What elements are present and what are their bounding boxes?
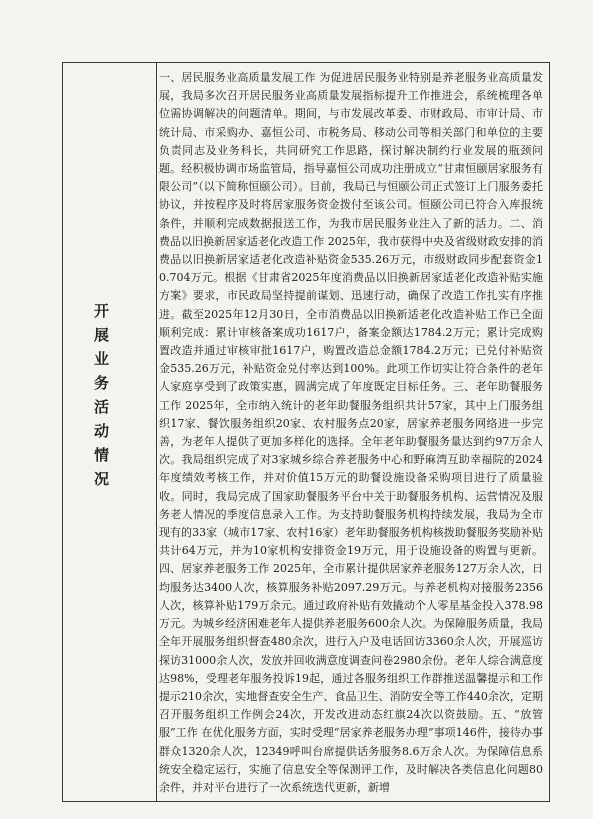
label-column [63,63,157,801]
report-body-text: 一、居民服务业高质量发展工作 为促进居民服务业特别是养老服务业高质量发展，我局多次召开居民服务业高质量发展指标提升工作推进会，系统梳理各单位需协调解决的问题清单。期间，与市发展改革委、市财政局、市审计局、市统计局、市采购办、嘉恒公司、市税务局、移动公司等相关部门和单位的主要负责同志及业务科长，共同研究工作思路，探讨解决制约行业发展的瓶颈问题。经积极协调市场监管局，指导嘉恒公司成功注册成立“甘肃恒颐居家服务有限公司”（以下简称恒颐公司）。目前，我局已与恒颐公司正式签订上门服务委托协议，并按程序及时将居家服务资金拨付至该公司。恒颐公司已符合入库报统条件，并顺利完成数据报送工作，为我市居民服务业注入了新的活力。二、消费品以旧换新居家适老化改造工作 2025年，我市获得中央及省级财政安排的消费品以旧换新居家适老化改造补贴资金535.26万元，市级财政同步配套资金10.704万元。根据《甘肃省2025年度消费品以旧换新居家适老化改造补贴实施方案》要求，市民政局坚持提前谋划、迅速行动，确保了改造工作扎实有序推进。截至2025年12月30日，全市消费品以旧换新适老化改造补贴工作已全面顺利完成：累计审核备案成功1617户，备案金额达1784.2万元；累计完成购置改造并通过审核审批1617户，购置改造总金额1784.2万元；已兑付补贴资金535.26万元，补贴资金兑付率达到100%。此项工作切实让符合条件的老年人家庭享受到了政策实惠，圆满完成了年度既定目标任务。三、老年助餐服务工作 2025年，全市纳入统计的老年助餐服务组织共计57家，其中上门服务组织17家、餐饮服务组织20家、农村服务点20家，居家养老服务网络进一步完善，为老年人提供了更加多样化的选择。全年老年助餐服务量达到约97万余人次。我局组织完成了对3家城乡综合养老服务中心和野麻湾互助幸福院的2024年度绩效考核工作，并对价值15万元的助餐设施设备采购项目进行了质量验收。同时，我局完成了国家助餐服务平台中关于助餐服务机构、运营情况及服务老人情况的季度信息录入工作。为支持助餐服务机构持续发展，我局为全市现有的33家（城市17家、农村16家）老年助餐服务机构核拨助餐服务奖励补贴共计64万元，并为10家机构安排资金19万元，用于设施设备的购置与更新。四、居家养老服务工作 2025年，全市累计提供居家养老服务127万余人次，日均服务达3400人次，核算服务补贴2097.29万元。与养老机构对接服务2356人次，核算补贴179万余元。通过政府补贴有效撬动个人零星基金投入378.98万元。为城乡经济困难老年人提供养老服务600余人次。为保障服务质量，我局全年开展服务组织督查480余次，进行入户及电话回访3360余人次，开展巡访探访31000余人次，发放并回收满意度调查问卷2980余份。老年人综合满意度达98%，受理老年服务投诉19起，通过各服务组织工作群推送温馨提示和工作提示210余次，实地督查安全生产、食品卫生、消防安全等工作440余次，定期召开服务组织工作例会24次，开发改进动态红旗24次以资鼓励。五、“放管服”工作 在优化服务方面，实时受理“居家养老服务办理”事项146件，接待办事群众1320余人次，12349呼叫台席提供话务服务8.6万余人次。为保障信息系统安全稳定运行，实施了信息安全等保测评工作，及时解决各类信息化问题80余件，并对平台进行了一次系统迭代更新，新增 [159,71,543,794]
content-column [159,69,543,797]
business-activities-label: 开展业务活动情况 [92,303,110,495]
form-table [62,62,550,802]
